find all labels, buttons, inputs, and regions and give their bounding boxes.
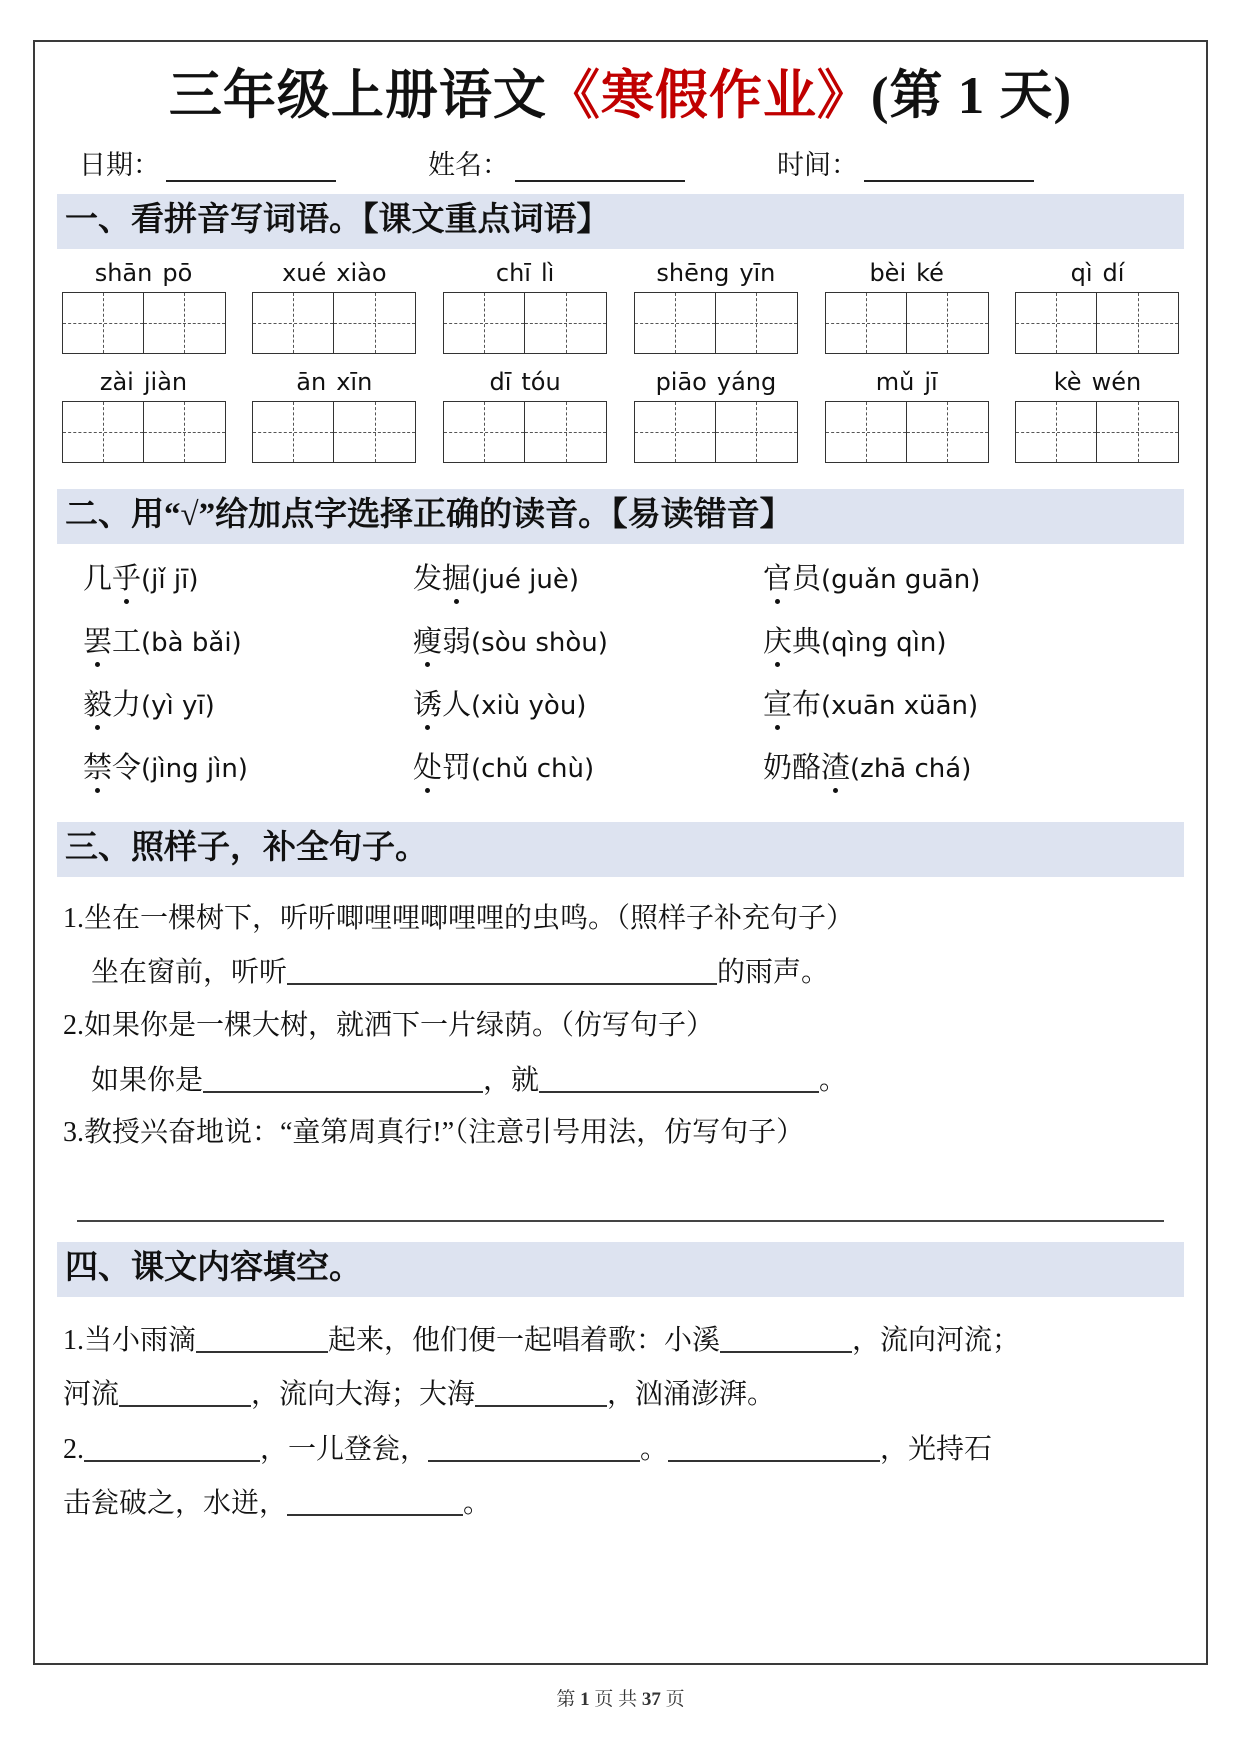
meta-row [61,143,1180,182]
s4-q1-text-f: ，汹涌澎湃。 [607,1379,776,1411]
writing-grid[interactable] [62,401,226,463]
pinyin-syllable: bèi [869,258,907,287]
choice-word-dotted: 毅 [83,682,112,723]
pinyin-text [1015,368,1180,396]
choice-word-post: 布 [792,688,822,721]
s3-q3-prompt: 3.教授兴奋地说：“童第周真行!”（注意引号用法，仿写句子） [63,1117,805,1149]
grid-box[interactable] [144,293,225,353]
grid-box[interactable] [334,293,415,353]
choice-item[interactable] [83,556,413,597]
pinyin-text [61,259,226,287]
s3-q1-lead: 坐在窗前，听听 [91,957,288,989]
choice-word-dotted: 诱 [413,682,442,723]
pinyin-syllable: xīn [336,367,373,396]
pinyin-cell [1015,368,1180,463]
grid-box[interactable] [525,293,606,353]
pinyin-syllable: dí [1102,258,1125,287]
choice-item[interactable] [83,745,413,786]
footer-suffix: 页 [665,1689,685,1710]
pinyin-syllable: xiào [336,258,387,287]
pinyin-text [633,368,798,396]
pinyin-syllable: mǔ [875,367,915,396]
grid-box[interactable] [716,402,797,462]
writing-grid[interactable] [252,292,416,354]
title-prefix: 三年级上册语文 [168,67,547,125]
s3-q2-mid: ，就 [483,1064,540,1096]
choice-word-post: 罚 [442,751,472,784]
choice-word-dotted: 掘 [442,556,471,597]
choice-word-dotted: 罢 [83,619,112,660]
footer-prefix: 第 [556,1689,576,1710]
pinyin-syllable: jī [924,367,938,396]
pinyin-text [61,368,226,396]
choice-word-pre: 几 [83,562,113,595]
s4-q1-blank-3[interactable] [119,1381,251,1407]
pinyin-syllable: xué [282,258,327,287]
grid-box[interactable] [144,402,225,462]
choice-item[interactable] [83,682,413,723]
s4-q1-text-d: 河流 [63,1379,120,1411]
choice-word-dotted: 瘦 [413,619,442,660]
s4-q1-text-b: 起来，他们便一起唱着歌：小溪 [328,1324,721,1356]
date-field[interactable] [79,143,336,182]
pinyin-cell [252,259,417,354]
section-4-body [57,1297,1184,1539]
writing-grid[interactable] [634,401,798,463]
choice-word-post: 员 [792,562,822,595]
section-2-header: 二、用“√”给加点字选择正确的读音。【易读错音】 [57,489,1184,544]
choice-options[interactable]: (xiù yòu) [471,690,587,721]
pinyin-syllable: kè [1053,367,1082,396]
s3-q2-blank-2[interactable] [539,1067,819,1093]
grid-box[interactable] [1016,293,1097,353]
pinyin-text [252,259,417,287]
writing-grid[interactable] [1015,401,1179,463]
choice-word-post: 弱 [442,625,472,658]
s3-q2-tail: 。 [819,1064,848,1096]
pinyin-syllable: shēng [656,258,730,287]
writing-grid[interactable] [443,401,607,463]
pinyin-row-2 [61,368,1180,463]
pinyin-syllable: dī [489,367,512,396]
choice-options[interactable]: (jǐ jī) [141,564,199,595]
pinyin-text [443,368,608,396]
s3-q1-tail: 的雨声。 [717,957,830,989]
choice-item[interactable] [413,556,763,597]
writing-grid[interactable] [252,401,416,463]
name-blank[interactable] [515,156,685,182]
section-1-header: 一、看拼音写词语。【课文重点词语】 [57,194,1184,249]
grid-box[interactable] [826,293,907,353]
choice-word-post: 工 [112,625,142,658]
choice-word-post: 令 [112,751,142,784]
choice-options[interactable]: (bà bǎi) [141,627,242,658]
pinyin-syllable: jiàn [143,367,188,396]
s4-q2-blank-1[interactable] [84,1436,260,1462]
grid-box[interactable] [635,293,716,353]
pinyin-syllable: qì [1070,258,1093,287]
grid-box[interactable] [63,402,144,462]
footer-page-number: 1 [580,1689,590,1710]
grid-box[interactable] [253,402,334,462]
writing-grid[interactable] [634,292,798,354]
choice-word-dotted: 禁 [83,745,112,786]
s3-q2-lead: 如果你是 [91,1064,204,1096]
choice-word-dotted: 庆 [763,619,792,660]
s4-q1-line-a[interactable] [63,1321,1178,1362]
grid-box[interactable] [1016,402,1097,462]
choice-word-post: 典 [792,625,822,658]
pinyin-cell [443,368,608,463]
pinyin-syllable: tóu [521,367,561,396]
s4-q1-blank-4[interactable] [475,1381,607,1407]
choice-word-dotted: 处 [413,745,442,786]
pinyin-row-1 [61,259,1180,354]
s4-q2-text-b: ，一儿登瓮， [260,1433,429,1465]
choice-options[interactable]: (chǔ chù) [471,753,595,784]
writing-grid[interactable] [1015,292,1179,354]
choice-word-dotted: 官 [763,556,792,597]
grid-box[interactable] [444,293,525,353]
s4-q2-blank-4[interactable] [287,1490,463,1516]
time-field[interactable] [777,143,1034,182]
pinyin-cell [61,368,226,463]
grid-box[interactable] [826,402,907,462]
date-blank[interactable] [166,156,336,182]
pinyin-word-bank [57,249,1184,483]
pinyin-syllable: zài [99,367,134,396]
writing-grid[interactable] [825,292,989,354]
section-4-header: 四、课文内容填空。 [57,1242,1184,1297]
s4-q2-text-e: 击瓮破之，水迸， [63,1488,288,1520]
choice-item[interactable] [763,682,1170,723]
pinyin-syllable: shān [94,258,153,287]
choice-row [83,556,1170,597]
writing-grid[interactable] [443,292,607,354]
s4-q1-text-e: ，流向大海；大海 [251,1379,476,1411]
s4-q2-text-f: 。 [463,1488,492,1520]
pinyin-syllable: chī [495,258,531,287]
s3-q1-answer-line[interactable] [63,953,1178,994]
s4-q1-line-b[interactable] [63,1375,1178,1416]
choice-options[interactable]: (xuān xüān) [821,690,979,721]
grid-box[interactable] [253,293,334,353]
time-blank[interactable] [864,156,1034,182]
s3-q2-blank-1[interactable] [203,1067,483,1093]
s4-q1-blank-1[interactable] [196,1327,328,1353]
pinyin-text [1015,259,1180,287]
choice-row [83,745,1170,786]
title-book: 《寒假作业》 [546,67,871,125]
choice-item[interactable] [413,619,763,660]
pinyin-syllable: wén [1091,367,1142,396]
choice-row [83,619,1170,660]
s3-q2-answer-line[interactable] [63,1061,1178,1102]
pinyin-cell [633,368,798,463]
s3-q1-blank[interactable] [287,959,717,985]
section-3-header: 三、照样子，补全句子。 [57,822,1184,877]
pinyin-cell [61,259,226,354]
s3-q3-answer-rule[interactable] [77,1220,1164,1222]
grid-box[interactable] [444,402,525,462]
grid-box[interactable] [334,402,415,462]
s4-q2-text-d: ，光持石 [880,1433,993,1465]
pinyin-syllable: yīn [739,258,776,287]
choice-options[interactable]: (guǎn guān) [821,564,981,595]
choice-word-pre: 发 [413,562,443,595]
pinyin-cell [824,368,989,463]
s4-q2-text-a: 2. [63,1433,84,1465]
s4-q2-blank-2[interactable] [428,1436,640,1462]
pinyin-syllable: pō [162,258,193,287]
worksheet-page [33,40,1208,1710]
writing-grid[interactable] [825,401,989,463]
footer-middle: 页 共 [594,1689,638,1710]
pinyin-syllable: ké [916,258,944,287]
choice-item[interactable] [83,619,413,660]
choice-word-pre: 奶酪 [763,751,822,784]
s3-q1-prompt: 1.坐在一棵树下，听听唧哩哩唧哩哩的虫鸣。（照样子补充句子） [63,902,855,934]
pinyin-text [252,368,417,396]
grid-box[interactable] [1097,402,1178,462]
choice-options[interactable]: (sòu shòu) [471,627,608,658]
name-label: 姓名： [428,149,509,180]
pinyin-text [633,259,798,287]
page-title [57,66,1184,127]
choice-item[interactable] [763,556,1170,597]
pinyin-syllable: lì [540,258,555,287]
date-label: 日期： [79,149,160,180]
title-suffix: (第 1 天) [870,67,1073,125]
page-footer [35,1684,1206,1711]
choice-options[interactable]: (jìng jìn) [141,753,248,784]
choice-item[interactable] [413,682,763,723]
choice-word-post: 人 [442,688,472,721]
s4-q2-blank-3[interactable] [668,1436,880,1462]
grid-box[interactable] [63,293,144,353]
grid-box[interactable] [907,293,988,353]
pinyin-syllable: yáng [716,367,777,396]
grid-box[interactable] [716,293,797,353]
s4-q2-text-c: 。 [640,1433,669,1465]
name-field[interactable] [428,143,685,182]
pinyin-cell [1015,259,1180,354]
pinyin-syllable: ān [296,367,327,396]
s4-q2-line-b[interactable] [63,1484,1178,1525]
s4-q2-line-a[interactable] [63,1430,1178,1471]
choice-row [83,682,1170,723]
pinyin-text [824,259,989,287]
grid-box[interactable] [635,402,716,462]
grid-box[interactable] [907,402,988,462]
pinyin-cell [633,259,798,354]
choice-item[interactable] [763,745,1170,786]
s4-q1-blank-2[interactable] [720,1327,852,1353]
choice-options[interactable]: (yì yī) [141,690,215,721]
s4-q1-text-a: 1.当小雨滴 [63,1324,197,1356]
section-3-body [57,877,1184,1236]
choice-word-dotted: 宣 [763,682,792,723]
writing-grid[interactable] [62,292,226,354]
choice-options[interactable]: (zhā chá) [850,753,972,784]
choice-word-dotted: 渣 [821,745,850,786]
pinyin-syllable: piāo [655,367,707,396]
pinyin-cell [824,259,989,354]
choice-word-post: 力 [112,688,142,721]
choice-options[interactable]: (jué juè) [471,564,579,595]
pinyin-cell [443,259,608,354]
pinyin-text [824,368,989,396]
time-label: 时间： [777,149,858,180]
choice-options[interactable]: (qìng qìn) [821,627,947,658]
pronunciation-choices [57,544,1184,816]
pinyin-cell [252,368,417,463]
grid-box[interactable] [525,402,606,462]
footer-total-pages: 37 [641,1689,661,1710]
pinyin-text [443,259,608,287]
grid-box[interactable] [1097,293,1178,353]
s4-q1-text-c: ，流向河流； [852,1324,1021,1356]
choice-item[interactable] [763,619,1170,660]
s3-q2-prompt: 2.如果你是一棵大树，就洒下一片绿荫。（仿写句子） [63,1009,715,1041]
choice-item[interactable] [413,745,763,786]
choice-word-dotted: 乎 [112,556,141,597]
